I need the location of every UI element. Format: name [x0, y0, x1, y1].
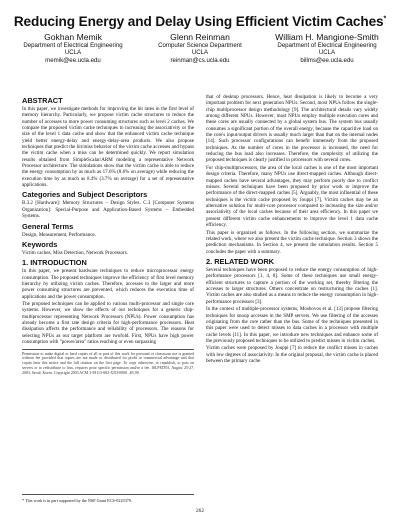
author-1: [10, 32, 136, 64]
intro-paragraph-3: that of desktop processors. Hence, heat dissipation is likely to become a very important problem for next generation NPUs. Second, most NPUs follow the single-chip multiprocessor design methodology [9]. The architectural details vary widely among different NPUs. However, most NPUs employ multiple execution cores and these cores are usually connected by a global system bus. The system bus usually consumes a significant portion of the overall energy, because the capacitive load on the core's input/output drivers is usually much larger than that on the internal nodes [14]. Such processor configurations can benefit immensely from the proposed techniques. As the number of cores in the processor is increased, the need for reducing the bus load also increases. Therefore, the complexity of utilizing the proposed techniques is clearly justified in processors with several cores.: [206, 94, 378, 164]
categories-text: B.3.2 [Hardware]: Memory Structures – Design Styles. C.3 [Computer Systems Organization]: Special-Purpose and Application-Based Systems – Embedded Systems.: [22, 200, 194, 220]
abstract-text: In this paper, we investigate methods for improving the hit rates in the first level of memory hierarchy. Particularly, we propose victim cache structures to reduce the number of accesses to more power consuming structures such as level 2 caches. We compare the proposed victim cache techniques to increasing the associativity or the size of the level 1 data cache and show that the enhanced victim cache technique yield better energy-delay and energy-delay-area products. We also propose techniques that predict the hit/miss behavior of the victim cache accesses and bypass the victim cache when a miss can be determined quickly. We report simulation results obtained from SimpleScalar/ARM modeling a representative Network Processor architecture. The simulations show that the victim cache is able to reduce the energy consumption by as much as 17.6% (8.6% on average) while reducing the execution time by as much as 8.4% (3.7% on average) for a set of representative applications.: [22, 106, 194, 189]
introduction-heading: 1. INTRODUCTION: [22, 258, 87, 268]
author-block: [10, 32, 390, 64]
author-email: reinman@cs.ucla.edu: [170, 56, 230, 64]
intro-paragraph-2: The proposed techniques can be applied to various multi-processor and single core systems. However, we show the effects of our techniques for a generic chip-multiprocessor representing Network Processors (NPUs). Power consumption has already become a first rate design criteria for high-performance processors. Heat dissipation affects the performance and reliability of processors. The reasons for selecting NPUs as our target platform are twofold. First, NPUs have high power consumption with "power/area" ratios reaching or even surpassing: [22, 301, 194, 346]
author-name: William H. Mangione-Smith: [275, 32, 379, 42]
paper-title: Reducing Energy and Delay Using Efficient Victim Caches*: [13, 14, 387, 29]
author-email: memik@ee.ucla.edu: [45, 56, 101, 64]
intro-paragraph-5: This paper is organized as follows. In the following section, we summarize the related work, where we also present the victim cache technique. Section 3 shows the prediction mechanisms. In Section 4, we present the simulation results. Section 5 concludes the paper with a summary.: [206, 229, 378, 255]
keywords-text: Victim caches, Miss Detection, Network Processors.: [22, 249, 128, 256]
left-column: [22, 94, 194, 375]
author-dept: Department of Electrical Engineering: [23, 42, 123, 49]
author-name: Gokhan Memik: [44, 32, 102, 42]
author-3: [264, 32, 390, 64]
author-org: UCLA: [64, 49, 82, 57]
author-2: [137, 32, 263, 64]
copyright-notice: Permission to make digital or hard copies of all or part of this work for personal or classroom use is granted without fee provided that copies are not made or distributed for profit or commercial advantage and that copies bear this notice and the full citation on the first page. To copy otherwise, or republish, to post on servers or to redistribute to lists, requires prior specific permission and/or a fee. ISLPED'03, August 25-27, 2003, Seoul, Korea. Copyright 2003 ACM 1-58113-682-X/03/0008...$5.00.: [22, 349, 194, 376]
author-email: billms@ee.ucla.edu: [300, 56, 354, 64]
related-work-paragraph-3: Victim caches were proposed by Jouppi [7] to reduce the conflict misses in caches with low degrees of associativity. In the original proposal, the victim cache is placed between the primary cache: [206, 345, 378, 365]
author-dept: Department of Electrical Engineering: [277, 42, 377, 49]
related-work-paragraph-1: Several techniques have been proposed to reduce the energy consumption of high-performance processors [1, 4, 8]. Some of these techniques use small energy-efficient structures to capture a portion of the working set, thereby filtering the accesses to larger structures. Others concentrate on restructuring the caches [1]. Victim caches are also studied as a means to reduce the energy consumption in high-performance processors [3].: [206, 266, 378, 305]
author-name: Glenn Reinman: [170, 32, 230, 42]
related-work-heading: 2. RELATED WORK: [206, 256, 275, 266]
keywords-heading: Keywords: [22, 239, 58, 249]
title-footnote-mark: *: [383, 15, 387, 23]
categories-heading: Categories and Subject Descriptors: [22, 190, 148, 200]
general-terms-text: Design, Measurement, Performance.: [22, 231, 96, 238]
intro-paragraph-1: In this paper, we present hardware techniques to reduce microprocessor energy consumption. The proposed techniques improve the efficiency of first level memory hierarchy by utilizing victim caches. Therefore, accesses to the larger and more power consuming structures are prevented, which reduces the execution time of applications and the power consumption.: [22, 268, 194, 300]
author-org: UCLA: [191, 49, 209, 57]
funding-footnote: * This work is in part supported by the NSF Grant ECS-0223379.: [22, 494, 194, 503]
general-terms-heading: General Terms: [22, 221, 74, 231]
author-dept: Computer Science Department: [158, 42, 242, 49]
page-number: 262: [196, 508, 204, 514]
right-column: [206, 94, 378, 366]
abstract-heading: ABSTRACT: [22, 96, 63, 105]
author-org: UCLA: [318, 49, 336, 57]
intro-paragraph-4: For chip-multiprocessors, the area of the local caches is one of the most important design criteria. Therefore, many NPUs use direct-mapped caches. Although direct-mapped caches have several advantages, they may perform poorly due to conflict misses. Several techniques have been proposed by prior work to improve the performance of the direct-mapped caches [5]. Arguably, the most influential of these techniques is the victim cache proposed by Jouppi [7]. Victim caches may be an alternative solution for multi-core processor compared to increasing the size and/or associativity of the local caches because of their area efficiency. In this paper we present different victim cache enhancements to improve the level 1 data cache efficiency.: [206, 164, 378, 229]
related-work-paragraph-2: In the context of multiple-processor systems, Moshovos et al. [13] propose filtering techniques for snoop accesses in the SMP servers. We use filtering of the accesses originating from the core rather than the bus. Some of the techniques presented in this paper were used to detect misses to data caches in a processor with multiple cache levels [11]. In this paper, we introduce new techniques and enhance some of the previously proposed techniques to be utilized to predict misses in victim caches.: [206, 306, 378, 344]
